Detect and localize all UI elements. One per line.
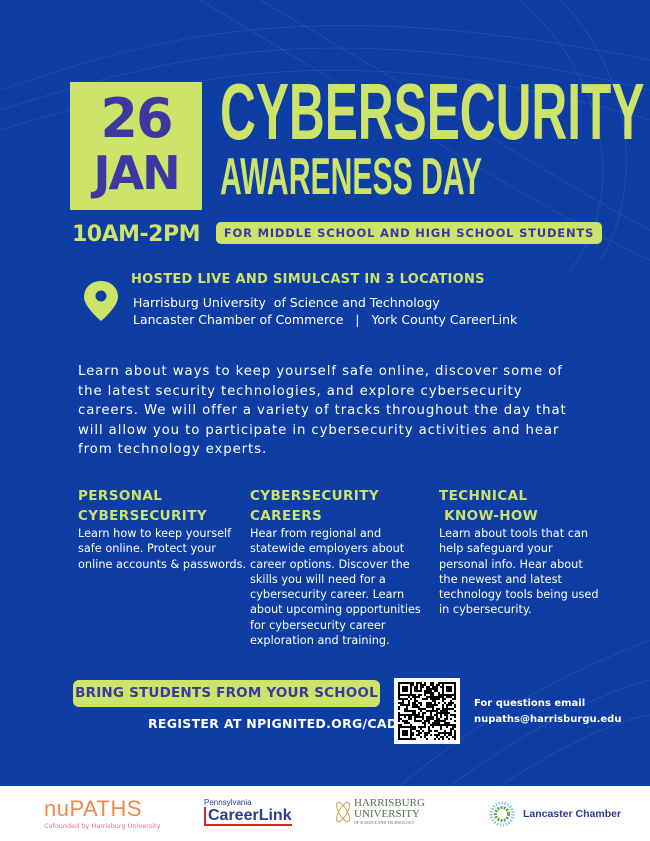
sponsor-logo-lancaster-chamber: Lancaster Chamber (488, 800, 621, 828)
track-heading: CYBERSECURITY CAREERS (250, 488, 380, 524)
track-heading: TECHNICAL KNOW-HOW (439, 488, 539, 524)
sponsor-logo-nupaths (44, 798, 160, 830)
track-body: Learn how to keep yourself safe online. Protect your online accounts & passwords. (78, 527, 247, 571)
nupaths-logo-text: nuPATHS (44, 796, 143, 821)
event-time: 10AM-2PM (72, 222, 200, 247)
track-cybersecurity-careers (250, 486, 422, 648)
location-line-2: Lancaster Chamber of Commerce | York County CareerLink (133, 312, 518, 327)
date-month: JAN (93, 146, 179, 200)
dotted-circle-icon (488, 800, 516, 828)
track-heading: PERSONAL CYBERSECURITY (78, 488, 208, 524)
qr-code[interactable] (394, 678, 460, 744)
track-personal-cybersecurity (78, 486, 248, 572)
track-body: Learn about tools that can help safeguard your personal info. Hear about the newest and latest technology tools being used in cybersecurity. (439, 527, 599, 617)
locations-list (133, 294, 517, 328)
contact-info (474, 696, 621, 728)
location-line-1: Harrisburg University of Science and Technology (133, 295, 440, 310)
intro-paragraph: Learn about ways to keep yourself safe online, discover some of the latest security technologies, and explore cybersecurity careers. We will offer a variety of tracks throughout the day that will allow you to participate in cybersecurity activities and hear from technology experts. (78, 364, 567, 457)
title-line-1: CYBERSECURITY (220, 67, 645, 156)
bring-students-banner: BRING STUDENTS FROM YOUR SCHOOL (73, 680, 380, 707)
sponsor-footer (0, 786, 650, 841)
contact-email[interactable]: nupaths@harrisburgu.edu (474, 714, 622, 725)
map-pin-icon (84, 281, 118, 321)
title-line-2: AWARENESS DAY (220, 148, 483, 206)
atom-icon (334, 799, 352, 825)
nupaths-tagline: Cofounded by Harrisburg University (44, 822, 161, 830)
sponsor-logo-careerlink: Pennsylvania CareerLink (204, 798, 292, 824)
date-badge (70, 82, 202, 210)
register-link[interactable]: REGISTER AT NPIGNITED.ORG/CAD (148, 716, 398, 731)
date-day: 26 (100, 87, 172, 150)
track-body: Hear from regional and statewide employers about career options. Discover the skills you will need for a cybersecurity career. Learn about upcoming opportunities for cybersecurity career exploration and training. (250, 527, 421, 648)
locations-heading: HOSTED LIVE AND SIMULCAST IN 3 LOCATIONS (131, 272, 485, 287)
contact-label: For questions email (474, 698, 586, 709)
audience-badge: FOR MIDDLE SCHOOL AND HIGH SCHOOL STUDENTS (216, 222, 602, 244)
track-technical-know-how (439, 486, 599, 618)
sponsor-logo-harrisburg-university: HARRISBURG UNIVERSITY OF SCIENCE AND TECHNOLOGY (334, 798, 425, 826)
